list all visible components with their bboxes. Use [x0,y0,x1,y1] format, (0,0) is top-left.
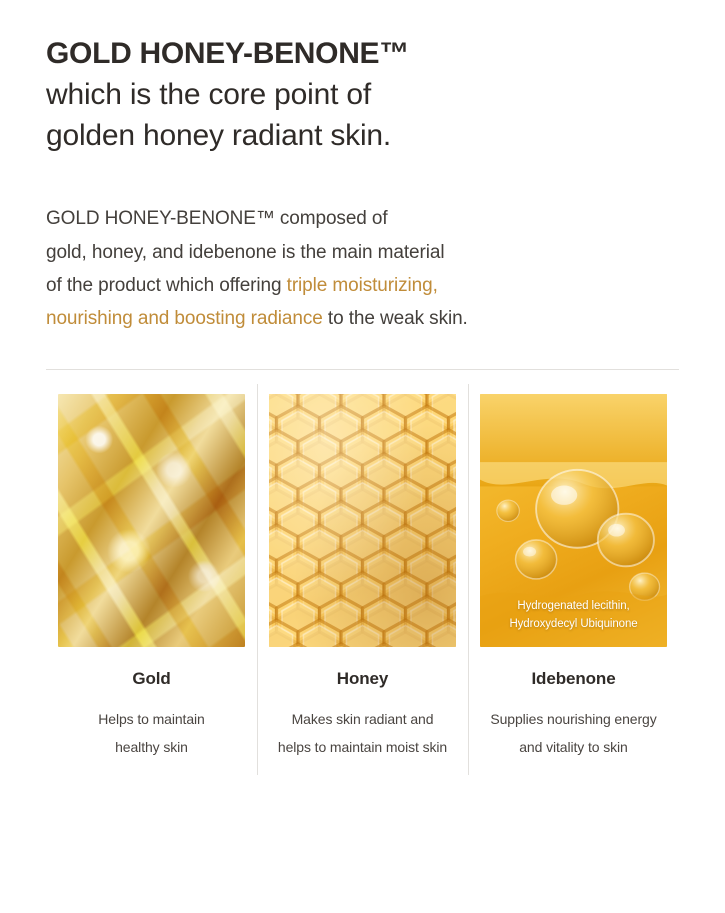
ingredient-desc-gold [58,705,245,761]
idebenone-oil-drops-image [480,394,667,647]
ingredient-desc-honey-line-1: Makes skin radiant and [291,711,434,728]
ingredient-desc-idebenone-line-1: Supplies nourishing energy [490,711,657,728]
ingredient-image-cell-honey [257,394,468,647]
description-line-3 [46,269,679,302]
ingredient-label-cell-honey [257,669,468,761]
description-line-4-plain: to the weak skin. [322,308,468,330]
headline-line-1: GOLD HONEY-BENONE™ [46,37,409,70]
ingredient-desc-honey-line-2: helps to maintain moist skin [277,739,448,756]
ingredient-desc-idebenone [480,705,667,761]
honeycomb-image [269,394,456,647]
page-title [46,34,679,156]
ingredient-desc-gold-line-1: Helps to maintain [98,711,205,728]
description-line-3-plain: of the product which offering [46,274,287,296]
idebenone-overlay-caption-line-2: Hydroxydecyl Ubiquinone [509,618,638,630]
ingredient-image-cell-idebenone [468,394,679,647]
ingredient-image-cell-gold [46,394,257,647]
product-ingredient-page [0,34,725,913]
ingredient-image-row [46,394,679,647]
ingredient-label-cell-gold [46,669,257,761]
description-paragraph [46,202,679,335]
description-highlight-1: triple moisturizing, [286,274,438,296]
ingredient-title-gold: Gold [132,669,171,689]
description-line-2: gold, honey, and idebenone is the main material [46,241,445,263]
ingredient-label-cell-idebenone [468,669,679,761]
section-divider [46,369,679,370]
headline-line-2: which is the core point of [46,77,371,111]
description-highlight-2: nourishing and boosting radiance [46,308,323,330]
ingredient-desc-honey [269,705,456,761]
honeycomb-pattern-icon [269,394,456,647]
ingredient-title-idebenone: Idebenone [531,669,616,689]
ingredient-desc-idebenone-line-2: and vitality to skin [519,739,628,756]
ingredient-desc-gold-line-2: healthy skin [115,739,188,756]
ingredient-title-honey: Honey [336,669,389,689]
idebenone-overlay-caption-line-1: Hydrogenated lecithin, [517,599,630,612]
gold-flakes-image [58,394,245,647]
ingredient-label-row [46,669,679,761]
headline-line-3: golden honey radiant skin. [46,118,392,152]
description-line-1: GOLD HONEY-BENONE™ composed of [46,208,388,230]
description-line-4 [46,302,679,335]
idebenone-overlay-caption [490,597,657,634]
